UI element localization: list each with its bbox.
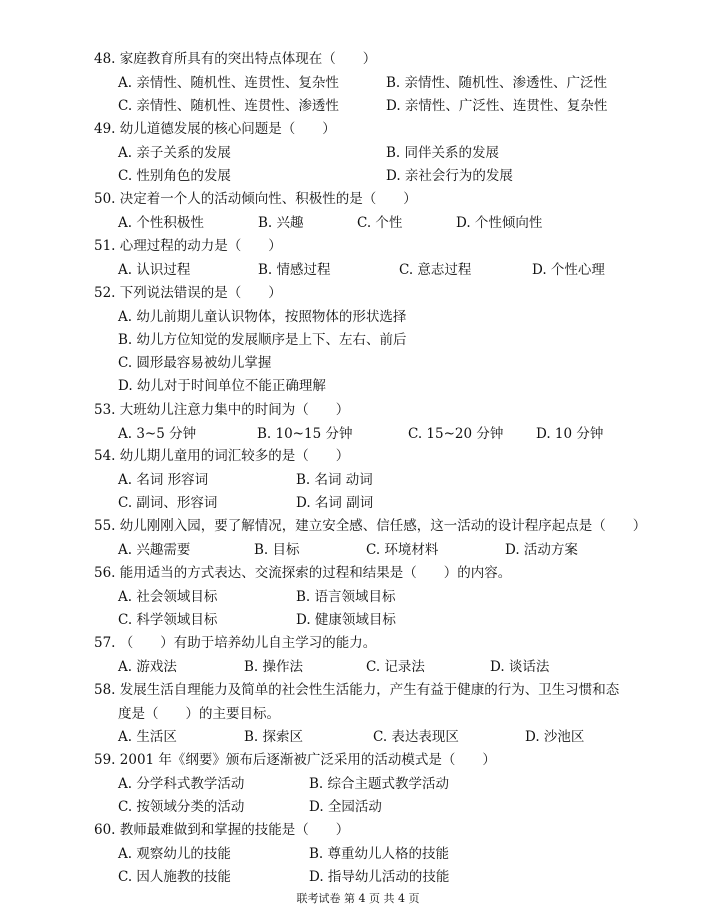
q60-option-a: A. 观察幼儿的技能: [118, 846, 231, 862]
q50-option-c: C. 个性: [357, 215, 403, 231]
q53-option-b: B. 10~15 分钟: [257, 426, 353, 442]
q55-option-c: C. 环境材料: [366, 542, 439, 558]
question-58-stem-continued: 度是（ ）的主要目标。: [118, 706, 280, 722]
question-59-stem: 59. 2001 年《纲要》颁布后逐渐被广泛采用的活动模式是（ ）: [94, 752, 496, 768]
question-56-stem: 56. 能用适当的方式表达、交流探索的过程和结果是（ ）的内容。: [94, 565, 512, 581]
q50-option-a: A. 个性积极性: [118, 215, 204, 231]
q56-option-c: C. 科学领域目标: [118, 612, 218, 628]
q48-option-d: D. 亲情性、广泛性、连贯性、复杂性: [386, 98, 608, 114]
q57-option-c: C. 记录法: [366, 659, 425, 675]
question-57-stem: 57. （ ）有助于培养幼儿自主学习的能力。: [94, 635, 377, 651]
q51-option-c: C. 意志过程: [399, 262, 472, 278]
q56-option-b: B. 语言领域目标: [296, 589, 396, 605]
q48-option-a: A. 亲情性、随机性、连贯性、复杂性: [118, 75, 339, 91]
q48-option-b: B. 亲情性、随机性、渗透性、广泛性: [386, 75, 608, 91]
q54-option-d: D. 名词 副词: [296, 495, 374, 511]
question-58-stem: 58. 发展生活自理能力及简单的社会性生活能力，产生有益于健康的行为、卫生习惯和态: [94, 682, 620, 698]
q57-option-a: A. 游戏法: [118, 659, 177, 675]
q52-option-c: C. 圆形最容易被幼儿掌握: [118, 355, 272, 371]
q49-option-d: D. 亲社会行为的发展: [386, 168, 513, 184]
q59-option-d: D. 全园活动: [309, 799, 382, 815]
question-52-stem: 52. 下列说法错误的是（ ）: [94, 285, 282, 301]
q49-option-c: C. 性别角色的发展: [118, 168, 231, 184]
q52-option-b: B. 幼儿方位知觉的发展顺序是上下、左右、前后: [118, 332, 407, 348]
q60-option-c: C. 因人施教的技能: [118, 869, 231, 885]
q58-option-c: C. 表达表现区: [373, 729, 459, 745]
q51-option-b: B. 情感过程: [258, 262, 331, 278]
q57-option-b: B. 操作法: [244, 659, 304, 675]
q51-option-d: D. 个性心理: [532, 262, 605, 278]
q54-option-b: B. 名词 动词: [296, 472, 373, 488]
q52-option-a: A. 幼儿前期儿童认识物体，按照物体的形状选择: [118, 309, 407, 325]
q59-option-c: C. 按领域分类的活动: [118, 799, 245, 815]
q58-option-a: A. 生活区: [118, 729, 177, 745]
q51-option-a: A. 认识过程: [118, 262, 191, 278]
q52-option-d: D. 幼儿对于时间单位不能正确理解: [118, 378, 326, 394]
q60-option-b: B. 尊重幼儿人格的技能: [309, 846, 450, 862]
question-54-stem: 54. 幼儿期儿童用的词汇较多的是（ ）: [94, 448, 350, 464]
question-51-stem: 51. 心理过程的动力是（ ）: [94, 238, 282, 254]
q53-option-d: D. 10 分钟: [536, 426, 604, 442]
q49-option-a: A. 亲子关系的发展: [118, 145, 231, 161]
q60-option-d: D. 指导幼儿活动的技能: [309, 869, 450, 885]
question-60-stem: 60. 教师最难做到和掌握的技能是（ ）: [94, 822, 350, 838]
question-55-stem: 55. 幼儿刚刚入园，要了解情况，建立安全感、信任感，这一活动的设计程序起点是（ ）: [94, 518, 647, 534]
q53-option-c: C. 15~20 分钟: [408, 426, 504, 442]
q50-option-b: B. 兴趣: [258, 215, 304, 231]
q53-option-a: A. 3~5 分钟: [118, 426, 197, 442]
q59-option-b: B. 综合主题式教学活动: [309, 776, 450, 792]
q55-option-b: B. 目标: [254, 542, 300, 558]
question-49-stem: 49. 幼儿道德发展的核心问题是（ ）: [94, 121, 336, 137]
q56-option-a: A. 社会领域目标: [118, 589, 218, 605]
page-footer: 联考试卷 第 4 页 共 4 页: [296, 892, 420, 905]
q59-option-a: A. 分学科式教学活动: [118, 776, 245, 792]
q57-option-d: D. 谈话法: [490, 659, 550, 675]
q54-option-c: C. 副词、形容词: [118, 495, 218, 511]
question-53-stem: 53. 大班幼儿注意力集中的时间为（ ）: [94, 402, 350, 418]
q55-option-a: A. 兴趣需要: [118, 542, 191, 558]
q56-option-d: D. 健康领域目标: [296, 612, 396, 628]
q55-option-d: D. 活动方案: [505, 542, 578, 558]
question-48-stem: 48. 家庭教育所具有的突出特点体现在（ ）: [94, 51, 377, 67]
question-50-stem: 50. 决定着一个人的活动倾向性、积极性的是（ ）: [94, 191, 417, 207]
q58-option-b: B. 探索区: [244, 729, 304, 745]
q50-option-d: D. 个性倾向性: [456, 215, 543, 231]
q54-option-a: A. 名词 形容词: [118, 472, 209, 488]
q58-option-d: D. 沙池区: [525, 729, 585, 745]
q49-option-b: B. 同伴关系的发展: [386, 145, 500, 161]
q48-option-c: C. 亲情性、随机性、连贯性、渗透性: [118, 98, 339, 114]
